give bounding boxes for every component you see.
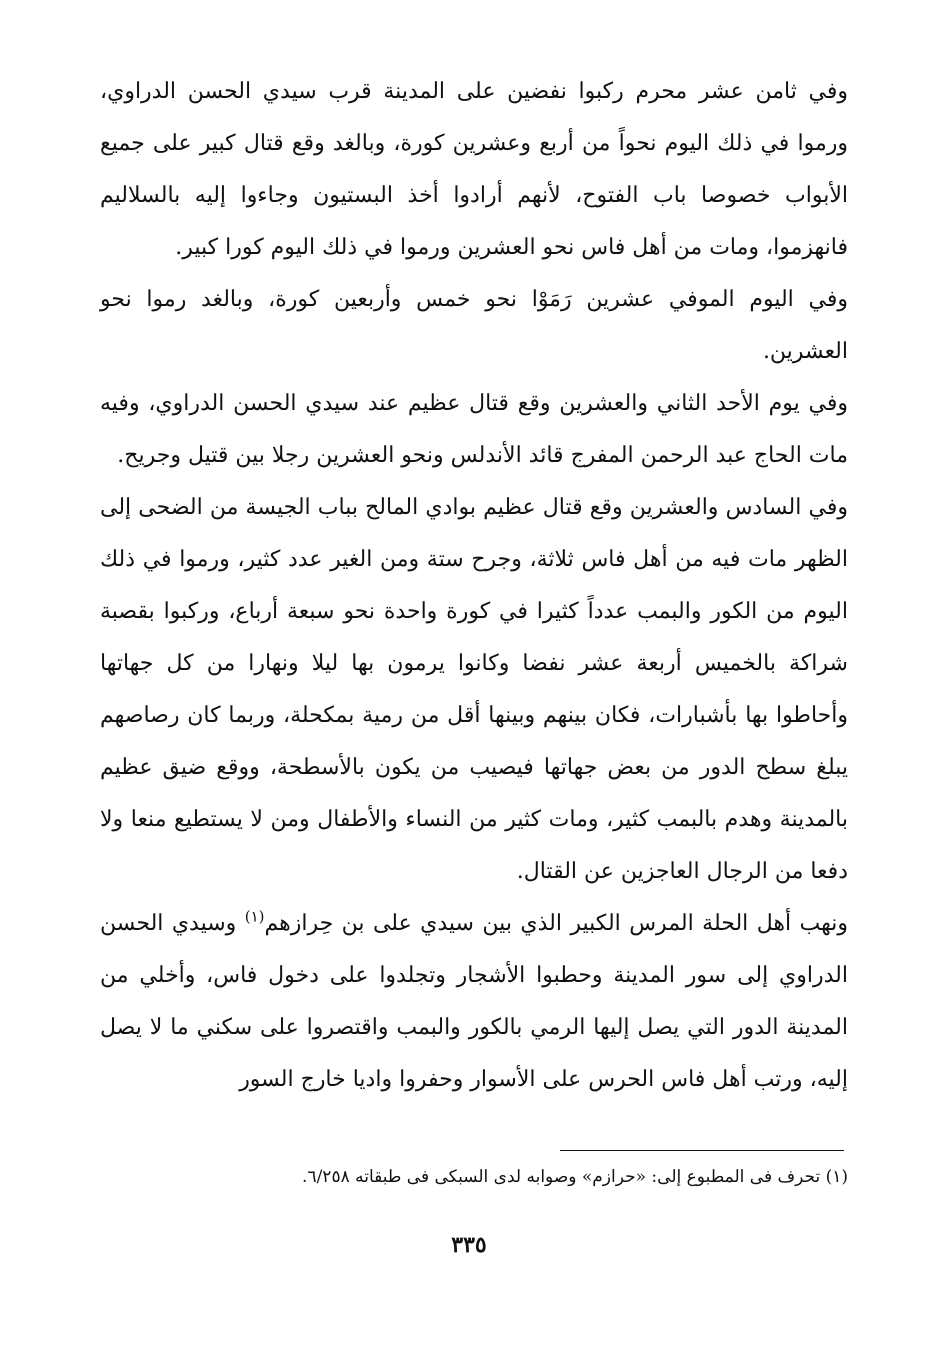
page-number: ٣٣٥: [451, 1232, 487, 1258]
paragraph-5-end: وسيدي الحسن الدراوي إلى سور المدينة وحطبوا الأشجار وتجلدوا على دخول فاس، وأخلي من المدينة الدور التي يصل إليها الرمي بالكور والبمب واقتصروا على سكني ما لا يصل إليه، ورتب أهل فاس الحرس على الأسوار وحفروا واديا خارج السور: [100, 911, 848, 1092]
main-text: [100, 66, 848, 1106]
paragraph-5-start: ونهب أهل الحلة المرس الكبير الذي بين سيدي على بن حِرازهم: [264, 911, 848, 936]
footnote-reference-mark: (١): [244, 907, 265, 926]
paragraph-3: وفي يوم الأحد الثاني والعشرين وقع قتال عظيم عند سيدي الحسن الدراوي، وفيه مات الحاج عبد الرحمن المفرج قائد الأندلس ونحو العشرين رجلا بين قتيل وجريح.: [100, 391, 848, 468]
paragraph-2: وفي اليوم الموفي عشرين رَمَوْا نحو خمس وأربعين كورة، وبالغد رموا نحو العشرين.: [100, 287, 848, 364]
paragraph-4: وفي السادس والعشرين وقع قتال عظيم بوادي المالح بباب الجيسة من الضحى إلى الظهر مات فيه من أهل فاس ثلاثة، وجرح ستة ومن الغير عدد كثير، ورموا في ذلك اليوم من الكور والبمب عدداً كثيرا في كورة واحدة نحو سبعة أرباع، وركبوا بقصبة شراكة بالخميس أربعة عشر نفضا وكانوا يرمون بها ليلا ونهارا من كل جهاتها وأحاطوا بها بأشبارات، فكان بينهم وبينها أقل من رمية بمكحلة، وربما كان رصاصهم يبلغ سطح الدور من بعض جهاتها فيصيب من يكون بالأسطحة، ووقع ضيق عظيم بالمدينة وهدم بالبمب كثير، ومات كثير من النساء والأطفال ومن لا يستطيع منعا ولا دفعا من الرجال العاجزين عن القتال.: [100, 495, 848, 884]
paragraph-1: وفي ثامن عشر محرم ركبوا نفضين على المدينة قرب سيدي الحسن الدراوي، ورموا في ذلك اليوم نحواً من أربع وعشرين كورة، وبالغد وقع قتال كبير على جميع الأبواب خصوصا باب الفتوح، لأنهم أرادوا أخذ البستيون وجاءوا إليه بالسلاليم فانهزموا، ومات من أهل فاس نحو العشرين ورموا في ذلك اليوم كورا كبير.: [100, 79, 848, 260]
footnote-divider: [560, 1150, 844, 1151]
footnote: (١) تحرف فى المطبوع إلى: «حرازم» وصوابه لدى السبكى فى طبقاته ٦/٢٥٨.: [302, 1167, 848, 1187]
paragraph-5: [100, 898, 848, 1106]
